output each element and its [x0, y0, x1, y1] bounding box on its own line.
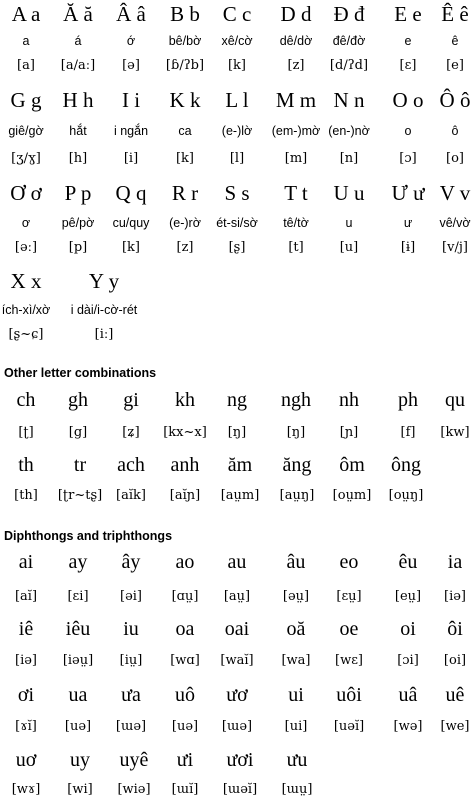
- letter-name: o: [404, 124, 412, 138]
- alphabet-letter: Ư ư: [391, 181, 425, 205]
- diphthong: uô: [175, 684, 195, 706]
- ipa-transcription: [eṳ]: [394, 589, 422, 604]
- ipa-transcription: [wə]: [393, 719, 423, 734]
- ipa-transcription: [m]: [284, 151, 308, 166]
- ipa-transcription: [wɛ]: [334, 653, 364, 668]
- diphthong: au: [227, 551, 247, 573]
- letter-combination: gh: [68, 389, 88, 411]
- letter-combination: qu: [445, 389, 465, 411]
- letter-name: ớ: [126, 34, 136, 48]
- diphthong: ây: [121, 551, 141, 573]
- diphthong: eo: [339, 551, 359, 573]
- letter-name: e: [404, 34, 412, 48]
- ipa-transcription: [əi]: [120, 589, 142, 604]
- diphthong: âu: [286, 551, 306, 573]
- ipa-transcription: [n]: [339, 151, 359, 166]
- ipa-transcription: [uə]: [64, 719, 92, 734]
- letter-name: bê/bờ: [168, 34, 202, 48]
- ipa-transcription: [v/j]: [442, 240, 468, 255]
- ipa-transcription: [iə]: [444, 589, 466, 604]
- ipa-transcription: [ɨ]: [400, 240, 416, 255]
- letter-combination: nh: [339, 389, 359, 411]
- ipa-transcription: [ɔ]: [399, 151, 417, 166]
- letter-name: vê/vờ: [439, 216, 471, 230]
- diphthong: ui: [288, 684, 304, 706]
- ipa-transcription: [k]: [121, 240, 141, 255]
- alphabet-letter: C c: [222, 2, 252, 26]
- diphthong: uâ: [398, 684, 418, 706]
- ipa-transcription: [ɯə]: [221, 719, 253, 734]
- letter-combination: anh: [170, 454, 200, 476]
- diphthong: iê: [18, 618, 34, 640]
- letter-combination: kh: [175, 389, 195, 411]
- ipa-transcription: [p]: [68, 240, 88, 255]
- diphthong: êu: [398, 551, 418, 573]
- diphthong: ưa: [121, 684, 141, 706]
- letter-name: (en-)nờ: [328, 124, 370, 138]
- ipa-transcription: [iṳ]: [119, 653, 143, 668]
- letter-name: (e-)lờ: [221, 124, 253, 138]
- ipa-transcription: [ʒ/ɣ]: [11, 151, 41, 166]
- diphthong: uôi: [336, 684, 362, 706]
- letter-combination: ăng: [282, 454, 312, 476]
- ipa-transcription: [kw]: [440, 425, 470, 440]
- ipa-transcription: [aĭ]: [14, 589, 38, 604]
- diphthong: ơi: [17, 684, 35, 706]
- ipa-transcription: [waĭ]: [220, 653, 254, 668]
- alphabet-letter: H h: [62, 88, 94, 112]
- letter-name: ô: [451, 124, 459, 138]
- alphabet-letter: S s: [224, 181, 250, 205]
- ipa-transcription: [ʂ]: [228, 240, 246, 255]
- ipa-transcription: [h]: [68, 151, 88, 166]
- ipa-transcription: [ɛi]: [67, 589, 89, 604]
- letter-combination: ông: [391, 454, 421, 476]
- letter-name: (e-)rờ: [169, 216, 201, 230]
- ipa-transcription: [oi]: [443, 653, 467, 668]
- alphabet-letter: Ô ô: [439, 88, 471, 112]
- ipa-transcription: [g]: [68, 425, 88, 440]
- ipa-transcription: [aĭk]: [116, 488, 146, 503]
- alphabet-letter: B b: [170, 2, 200, 26]
- diphthong: uê: [445, 684, 465, 706]
- letter-combination: th: [18, 454, 34, 476]
- alphabet-letter: R r: [171, 181, 199, 205]
- ipa-transcription: [ʂ~ɕ]: [8, 327, 44, 342]
- letter-name: hắt: [69, 124, 87, 138]
- alphabet-letter: V v: [439, 181, 471, 205]
- ipa-transcription: [ə]: [122, 58, 140, 73]
- ipa-transcription: [iəṳ]: [62, 653, 94, 668]
- alphabet-letter: Y y: [88, 269, 120, 293]
- section-heading-diphthongs: Diphthongs and triphthongs: [4, 529, 173, 543]
- letter-name: i dài/i-cờ-rét: [70, 303, 138, 317]
- diphthong: oă: [286, 618, 306, 640]
- ipa-transcription: [ɑṳ]: [171, 589, 199, 604]
- ipa-transcription: [t]: [288, 240, 304, 255]
- ipa-transcription: [iə]: [15, 653, 37, 668]
- letter-name: ơ: [21, 216, 31, 230]
- alphabet-letter: O o: [392, 88, 424, 112]
- ipa-transcription: [aĭɲ]: [169, 488, 201, 503]
- letter-name: á: [74, 34, 82, 48]
- diphthong: ay: [68, 551, 88, 573]
- ipa-transcription: [oṳm]: [332, 488, 372, 503]
- alphabet-letter: L l: [225, 88, 249, 112]
- ipa-transcription: [ŋ]: [286, 425, 306, 440]
- ipa-transcription: [wi]: [67, 782, 93, 797]
- letter-name: (em-)mờ: [271, 124, 321, 138]
- letter-combination: ph: [398, 389, 418, 411]
- diphthong: ia: [447, 551, 463, 573]
- ipa-transcription: [l]: [229, 151, 245, 166]
- ipa-transcription: [aṳm]: [220, 488, 260, 503]
- ipa-transcription: [z]: [287, 58, 305, 73]
- diphthong: uy: [70, 749, 90, 771]
- alphabet-letter: E e: [394, 2, 422, 26]
- ipa-transcription: [u]: [339, 240, 359, 255]
- diphthong: oa: [175, 618, 195, 640]
- letter-name: đê/đờ: [332, 34, 366, 48]
- diphthong: oe: [339, 618, 359, 640]
- ipa-transcription: [f]: [400, 425, 416, 440]
- ipa-transcription: [ʈr~tʂ]: [57, 488, 103, 503]
- diphthong: ao: [175, 551, 195, 573]
- letter-name: pê/pờ: [61, 216, 95, 230]
- letter-combination: ch: [16, 389, 36, 411]
- alphabet-letter: N n: [333, 88, 365, 112]
- alphabet-letter: Â â: [116, 2, 146, 26]
- ipa-transcription: [i]: [123, 151, 139, 166]
- diphthong: ươ: [226, 684, 248, 706]
- alphabet-letter: T t: [284, 181, 308, 205]
- letter-name: ét-si/sờ: [216, 216, 258, 230]
- ipa-transcription: [wa]: [281, 653, 311, 668]
- diphthong: ua: [68, 684, 88, 706]
- letter-name: ư: [403, 216, 413, 230]
- ipa-transcription: [ɓ/ʔb]: [165, 58, 205, 73]
- letter-combination: ng: [227, 389, 247, 411]
- diphthong: ươi: [226, 749, 254, 771]
- diphthong: iêu: [65, 618, 91, 640]
- ipa-transcription: [ʑ]: [122, 425, 140, 440]
- ipa-transcription: [we]: [440, 719, 470, 734]
- ipa-transcription: [k]: [227, 58, 247, 73]
- ipa-transcription: [ɛ]: [399, 58, 417, 73]
- ipa-transcription: [o]: [446, 151, 464, 166]
- letter-combination: tr: [73, 454, 87, 476]
- section-heading-combinations: Other letter combinations: [4, 366, 157, 380]
- ipa-transcription: [əː]: [14, 240, 38, 255]
- ipa-transcription: [ɯĭ]: [171, 782, 199, 797]
- ipa-transcription: [aṳ]: [223, 589, 251, 604]
- alphabet-letter: Ơ ơ: [10, 181, 42, 205]
- ipa-transcription: [d/ʔd]: [329, 58, 369, 73]
- ipa-transcription: [ɤĭ]: [15, 719, 37, 734]
- alphabet-letter: X x: [10, 269, 42, 293]
- letter-combination: ngh: [281, 389, 311, 411]
- diphthong: ưi: [176, 749, 194, 771]
- ipa-transcription: [a]: [17, 58, 35, 73]
- letter-name: ê: [451, 34, 459, 48]
- ipa-transcription: [ɲ]: [339, 425, 359, 440]
- alphabet-letter: Ă ă: [63, 2, 93, 26]
- alphabet-letter: D d: [280, 2, 312, 26]
- letter-name: u: [345, 216, 353, 230]
- alphabet-letter: Q q: [115, 181, 147, 205]
- letter-name: ca: [178, 124, 192, 138]
- ipa-transcription: [wɑ]: [170, 653, 200, 668]
- diphthong: iu: [123, 618, 139, 640]
- letter-name: xê/cờ: [221, 34, 253, 48]
- letter-name: giê/gờ: [8, 124, 44, 138]
- ipa-transcription: [ɯə]: [115, 719, 147, 734]
- alphabet-letter: A a: [11, 2, 41, 26]
- letter-name: tê/tờ: [283, 216, 309, 230]
- ipa-transcription: [ɔi]: [397, 653, 419, 668]
- diphthong: uơ: [15, 749, 37, 771]
- alphabet-letter: G g: [10, 88, 42, 112]
- letter-combination: ach: [117, 454, 145, 476]
- ipa-transcription: [wiə]: [117, 782, 151, 797]
- ipa-transcription: [kx~x]: [163, 425, 207, 440]
- alphabet-letter: I i: [121, 88, 141, 112]
- alphabet-letter: M m: [275, 88, 317, 112]
- diphthong: oai: [224, 618, 250, 640]
- ipa-transcription: [uəĭ]: [333, 719, 365, 734]
- ipa-transcription: [uə]: [171, 719, 199, 734]
- ipa-transcription: [a/aː]: [60, 58, 96, 73]
- ipa-transcription: [oṳŋ]: [388, 488, 424, 503]
- diphthong: oi: [400, 618, 416, 640]
- letter-name: a: [22, 34, 30, 48]
- ipa-transcription: [iː]: [94, 327, 114, 342]
- ipa-transcription: [th]: [14, 488, 38, 503]
- diphthong: ôi: [447, 618, 463, 640]
- ipa-transcription: [ɯəĭ]: [222, 782, 258, 797]
- ipa-transcription: [wɤ]: [11, 782, 41, 797]
- alphabet-letter: K k: [169, 88, 201, 112]
- letter-name: dê/dờ: [279, 34, 313, 48]
- alphabet-letter: U u: [333, 181, 365, 205]
- ipa-transcription: [e]: [446, 58, 464, 73]
- ipa-transcription: [ɯṳ]: [281, 782, 313, 797]
- ipa-transcription: [ui]: [284, 719, 308, 734]
- ipa-transcription: [k]: [175, 151, 195, 166]
- letter-combination: ôm: [339, 454, 365, 476]
- ipa-transcription: [ŋ]: [227, 425, 247, 440]
- letter-name: ích-xì/xờ: [1, 303, 51, 317]
- letter-name: i ngắn: [113, 124, 149, 138]
- ipa-transcription: [ʈ]: [18, 425, 34, 440]
- alphabet-letter: Đ đ: [333, 2, 365, 26]
- ipa-transcription: [ɛṳ]: [336, 589, 362, 604]
- letter-combination: ăm: [227, 454, 253, 476]
- alphabet-letter: Ê ê: [441, 2, 469, 26]
- ipa-transcription: [z]: [176, 240, 194, 255]
- diphthong: ai: [18, 551, 34, 573]
- letter-combination: gi: [123, 389, 139, 411]
- ipa-transcription: [əṳ]: [282, 589, 310, 604]
- ipa-transcription: [aṳŋ]: [279, 488, 315, 503]
- alphabet-letter: P p: [64, 181, 92, 205]
- letter-name: cu/quy: [112, 216, 150, 230]
- diphthong: ưu: [286, 749, 308, 771]
- diphthong: uyê: [119, 749, 149, 771]
